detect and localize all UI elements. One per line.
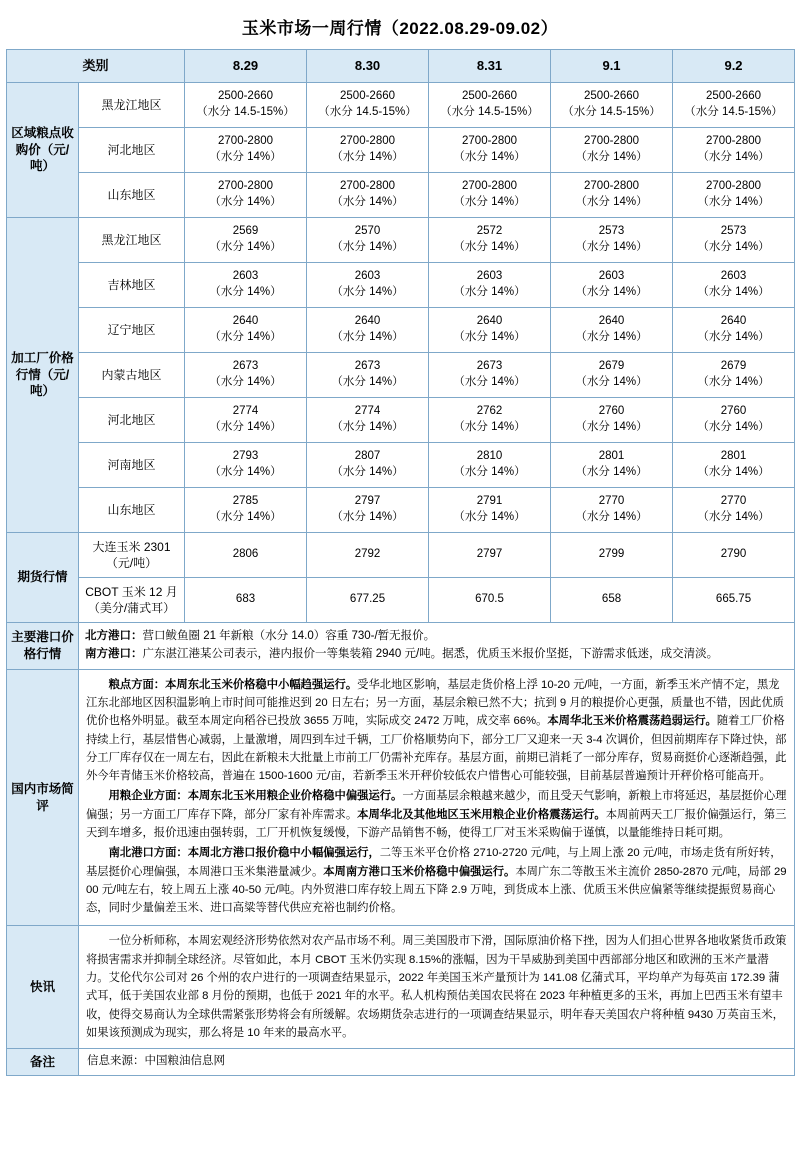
brief-p1-text1: 受华北地区影响，基层走货价格上浮 10-20 元/吨，一方面，新季玉米产情不定，黑龙江东北部地区因积温影响上市时间可能推迟到 20 日左右；另一方面，基层余粮已然不大；抗到 9 月的粮提价心更强，质量也不错，因此优质优价也格外明显。截至本周定向稻谷已投放 3655 万吨，实际成交 2472 万吨，成交率 66%。 bbox=[86, 678, 784, 728]
cell-value: 2760 （水分 14%） bbox=[673, 398, 795, 443]
cell-value: 2790 bbox=[673, 533, 795, 578]
port-south-text: 广东湛江港某公司表示，港内报价一等集装箱 2940 元/吨。据悉，优质玉米报价坚挺，下游需求低迷，成交清淡。 bbox=[142, 647, 719, 660]
port-north-text: 营口鲅鱼圈 21 年新粮（水分 14.0）容重 730-/暂无报价。 bbox=[142, 630, 436, 642]
cell-value: 2673 （水分 14%） bbox=[307, 353, 429, 398]
cell-value: 2700-2800 （水分 14%） bbox=[429, 128, 551, 173]
brief-p1-bold2: 本周华北玉米价格震荡趋弱运行。 bbox=[547, 715, 717, 728]
table-row bbox=[7, 926, 795, 1049]
brief-p2-text1: 一方面基层余粮越来越少，而且受天气影响，新粮上市将延迟，基层挺价心理偏强；另一方面工厂库存下降，部分厂家有补库需求。 bbox=[86, 790, 787, 821]
table-row bbox=[7, 533, 795, 578]
cell-value: 2573 （水分 14%） bbox=[551, 218, 673, 263]
cell-value: 2700-2800 （水分 14%） bbox=[185, 128, 307, 173]
cell-value: 2801 （水分 14%） bbox=[673, 443, 795, 488]
table-row bbox=[7, 308, 795, 353]
header-category: 类别 bbox=[7, 50, 185, 83]
cell-value: 2500-2660 （水分 14.5-15%） bbox=[307, 83, 429, 128]
cell-value: 2640 （水分 14%） bbox=[551, 308, 673, 353]
brief-p3-label: 南北港口方面： bbox=[108, 847, 188, 860]
header-day-4: 9.1 bbox=[551, 50, 673, 83]
port-content bbox=[79, 623, 795, 670]
table-row bbox=[7, 443, 795, 488]
group-factory-price: 加工厂价格行情（元/吨） bbox=[7, 218, 79, 533]
cell-value: 2793 （水分 14%） bbox=[185, 443, 307, 488]
brief-p1-label: 粮点方面： bbox=[108, 678, 166, 691]
cell-value: 2700-2800 （水分 14%） bbox=[307, 128, 429, 173]
cell-value: 2797 bbox=[429, 533, 551, 578]
row-label: 河北地区 bbox=[79, 128, 185, 173]
cell-value: 2700-2800 （水分 14%） bbox=[429, 173, 551, 218]
cell-value: 2573 （水分 14%） bbox=[673, 218, 795, 263]
brief-p3-text2: 本周广东二等散玉米主流价 2850-2870 元/吨，局部 2900 元/吨左右，较上周五上涨 40-50 元/吨。内外贸港口库存较上周五下降 2.9 万吨，到货成本上涨、优质玉米供应偏紧等继续提振贸易商心态，同时少量偏差玉米、进口高粱等替代供应充裕也制约价格。 bbox=[86, 865, 787, 915]
table-row bbox=[7, 173, 795, 218]
cell-value: 2700-2800 （水分 14%） bbox=[551, 173, 673, 218]
group-brief: 国内市场简评 bbox=[7, 669, 79, 926]
cell-value: 2603 （水分 14%） bbox=[185, 263, 307, 308]
group-news: 快讯 bbox=[7, 926, 79, 1049]
brief-paragraph-3 bbox=[86, 844, 787, 917]
remark-text: 信息来源：中国粮油信息网 bbox=[79, 1049, 795, 1076]
row-label: 河南地区 bbox=[79, 443, 185, 488]
cell-value: 2700-2800 （水分 14%） bbox=[673, 173, 795, 218]
group-remark: 备注 bbox=[7, 1049, 79, 1076]
cell-value: 2640 （水分 14%） bbox=[429, 308, 551, 353]
port-south-line bbox=[85, 646, 788, 664]
cell-value: 665.75 bbox=[673, 578, 795, 623]
cell-value: 2700-2800 （水分 14%） bbox=[307, 173, 429, 218]
header-day-3: 8.31 bbox=[429, 50, 551, 83]
cell-value: 2792 bbox=[307, 533, 429, 578]
brief-p2-label: 用粮企业方面： bbox=[108, 790, 188, 803]
brief-p1-bold1: 本周东北玉米价格稳中小幅趋强运行。 bbox=[165, 678, 358, 691]
row-label: 黑龙江地区 bbox=[79, 218, 185, 263]
cell-value: 2700-2800 （水分 14%） bbox=[673, 128, 795, 173]
corn-market-table bbox=[6, 49, 795, 1076]
cell-value: 2570 （水分 14%） bbox=[307, 218, 429, 263]
cell-value: 2700-2800 （水分 14%） bbox=[185, 173, 307, 218]
brief-paragraph-2 bbox=[86, 787, 787, 842]
news-content bbox=[79, 926, 795, 1049]
brief-p2-bold1: 本周东北玉米用粮企业价格稳中偏强运行。 bbox=[187, 790, 403, 803]
table-row bbox=[7, 578, 795, 623]
cell-value: 658 bbox=[551, 578, 673, 623]
cell-value: 2640 （水分 14%） bbox=[307, 308, 429, 353]
brief-content bbox=[79, 669, 795, 926]
group-port: 主要港口价格行情 bbox=[7, 623, 79, 670]
cell-value: 2603 （水分 14%） bbox=[673, 263, 795, 308]
cell-value: 2785 （水分 14%） bbox=[185, 488, 307, 533]
row-label: CBOT 玉米 12 月（美分/蒲式耳） bbox=[79, 578, 185, 623]
row-label: 辽宁地区 bbox=[79, 308, 185, 353]
cell-value: 2603 （水分 14%） bbox=[551, 263, 673, 308]
cell-value: 2500-2660 （水分 14.5-15%） bbox=[673, 83, 795, 128]
table-row bbox=[7, 398, 795, 443]
row-label: 山东地区 bbox=[79, 488, 185, 533]
cell-value: 2673 （水分 14%） bbox=[429, 353, 551, 398]
cell-value: 2770 （水分 14%） bbox=[551, 488, 673, 533]
cell-value: 2799 bbox=[551, 533, 673, 578]
cell-value: 2810 （水分 14%） bbox=[429, 443, 551, 488]
cell-value: 2673 （水分 14%） bbox=[185, 353, 307, 398]
cell-value: 2774 （水分 14%） bbox=[185, 398, 307, 443]
group-futures: 期货行情 bbox=[7, 533, 79, 623]
cell-value: 683 bbox=[185, 578, 307, 623]
row-label: 大连玉米 2301（元/吨） bbox=[79, 533, 185, 578]
cell-value: 2762 （水分 14%） bbox=[429, 398, 551, 443]
cell-value: 2640 （水分 14%） bbox=[673, 308, 795, 353]
cell-value: 677.25 bbox=[307, 578, 429, 623]
cell-value: 2806 bbox=[185, 533, 307, 578]
port-north-label: 北方港口： bbox=[85, 630, 143, 642]
brief-p1-text2: 随着工厂价格持续上行，基层惜售心减弱，上量激增，周四到车过千辆，工厂价格顺势向下，部分工厂又迎来一天 3-4 次调价，但因前期库存下降过快，部分工厂库存仅在一周左右，因此在新粮未大批量上市前工厂仍需补充库存。基层方面，前期已消耗了一部分库存，贸易商挺价心逐渐趋强，此外今年青储玉米价格较高，普遍在 1500-1600 元/亩，若新季玉米开秤价较低农户惜售心可能较强，目前基层普遍预计开秤价格可能高开。 bbox=[86, 715, 787, 783]
brief-p2-bold2: 本周华北及其他地区玉米用粮企业价格震荡运行。 bbox=[357, 808, 606, 821]
port-north-line bbox=[85, 628, 788, 646]
cell-value: 2679 （水分 14%） bbox=[673, 353, 795, 398]
row-label: 内蒙古地区 bbox=[79, 353, 185, 398]
row-label: 河北地区 bbox=[79, 398, 185, 443]
row-label: 山东地区 bbox=[79, 173, 185, 218]
header-day-2: 8.30 bbox=[307, 50, 429, 83]
cell-value: 2500-2660 （水分 14.5-15%） bbox=[185, 83, 307, 128]
row-label: 黑龙江地区 bbox=[79, 83, 185, 128]
cell-value: 2760 （水分 14%） bbox=[551, 398, 673, 443]
cell-value: 2801 （水分 14%） bbox=[551, 443, 673, 488]
table-row bbox=[7, 623, 795, 670]
cell-value: 2807 （水分 14%） bbox=[307, 443, 429, 488]
table-row bbox=[7, 218, 795, 263]
brief-p3-bold2: 本周南方港口玉米价格稳中偏强运行。 bbox=[323, 865, 516, 878]
group-region-purchase: 区域粮点收购价（元/吨） bbox=[7, 83, 79, 218]
cell-value: 2774 （水分 14%） bbox=[307, 398, 429, 443]
table-header-row bbox=[7, 50, 795, 83]
table-row bbox=[7, 353, 795, 398]
cell-value: 2791 （水分 14%） bbox=[429, 488, 551, 533]
header-day-1: 8.29 bbox=[185, 50, 307, 83]
cell-value: 2572 （水分 14%） bbox=[429, 218, 551, 263]
brief-p2-text2: 本周前两天工厂报价偏强运行，第三天到车增多，报价迅速由强转弱，工厂开机恢复缓慢，下游产品销售不畅，使得工厂对玉米采购偏于谨慎，以量能维持日耗可期。 bbox=[86, 808, 787, 839]
table-row bbox=[7, 669, 795, 926]
brief-p3-text1: 二等玉米平仓价格 2710-2720 元/吨，与上周上涨 20 元/吨，市场走货有所好转，基层挺价心理偏强，本周港口玉米集港量减少。 bbox=[86, 847, 782, 878]
cell-value: 2700-2800 （水分 14%） bbox=[551, 128, 673, 173]
table-row bbox=[7, 128, 795, 173]
table-row bbox=[7, 263, 795, 308]
cell-value: 2569 （水分 14%） bbox=[185, 218, 307, 263]
cell-value: 2500-2660 （水分 14.5-15%） bbox=[551, 83, 673, 128]
cell-value: 2603 （水分 14%） bbox=[307, 263, 429, 308]
row-label: 吉林地区 bbox=[79, 263, 185, 308]
page-title: 玉米市场一周行情（2022.08.29-09.02） bbox=[241, 19, 559, 38]
cell-value: 2603 （水分 14%） bbox=[429, 263, 551, 308]
news-text: 一位分析师称，本周宏观经济形势依然对农产品市场不利。周三美国股市下滑，国际原油价格下挫，因为人们担心世界各地收紧货币政策将损害需求并抑制全球经济。尽管如此，本月 CBOT 玉米仍实现 8.15%的涨幅，因为干旱威胁到美国中西部部分地区和欧洲的玉米产量潜力。艾伦代尔公司对 26 个州的农户进行的一项调查结果显示，2022 年美国玉米产量预计为 141.08 亿蒲式耳，平均单产为每英亩 172.39 蒲式耳，低于美国农业部 8 月份的预期，也低于 2021 年的水平。私人机构预估美国农民将在 2023 年种植更多的玉米，再加上巴西玉米有望丰收，使得交易商认为全球供需紧张形势将会有所缓解。农场期货杂志进行的一项调查结果显示，明年春天美国农户将种植 9430 万英亩玉米，如果该预测成为现实，那么将是 10 年来的最高水平。 bbox=[86, 935, 787, 1039]
cell-value: 2770 （水分 14%） bbox=[673, 488, 795, 533]
brief-paragraph-1 bbox=[86, 676, 787, 786]
cell-value: 2500-2660 （水分 14.5-15%） bbox=[429, 83, 551, 128]
cell-value: 2679 （水分 14%） bbox=[551, 353, 673, 398]
table-row bbox=[7, 1049, 795, 1076]
cell-value: 2797 （水分 14%） bbox=[307, 488, 429, 533]
brief-p3-bold1: 本周北方港口报价稳中小幅偏强运行， bbox=[187, 847, 380, 860]
cell-value: 670.5 bbox=[429, 578, 551, 623]
port-south-label: 南方港口： bbox=[85, 647, 143, 660]
header-day-5: 9.2 bbox=[673, 50, 795, 83]
table-row bbox=[7, 488, 795, 533]
cell-value: 2640 （水分 14%） bbox=[185, 308, 307, 353]
table-row bbox=[7, 83, 795, 128]
